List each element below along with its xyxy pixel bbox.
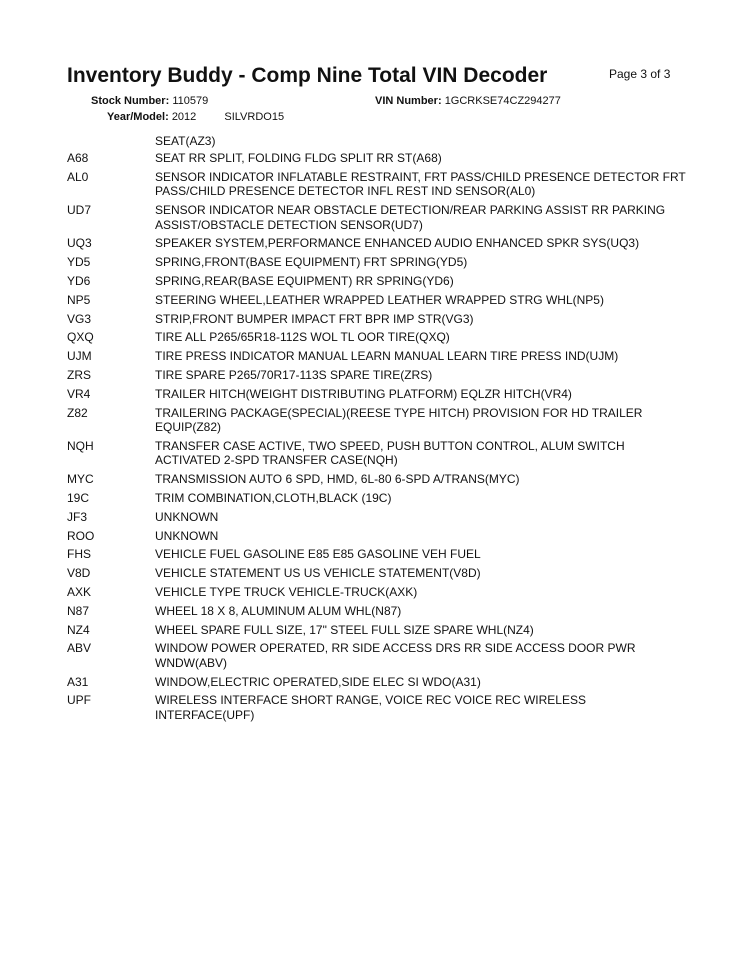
- option-row: [67, 675, 687, 690]
- option-row: [67, 693, 687, 722]
- option-row: [67, 255, 687, 270]
- option-code: Z82: [67, 405, 88, 420]
- option-description: TRAILER HITCH(WEIGHT DISTRIBUTING PLATFORM) EQLZR HITCH(VR4): [155, 386, 572, 401]
- year-model: [107, 111, 284, 123]
- continued-description: SEAT(AZ3): [155, 134, 216, 148]
- option-row: [67, 406, 687, 435]
- option-code: QXQ: [67, 330, 94, 345]
- option-code: NQH: [67, 438, 94, 453]
- option-code: ROO: [67, 528, 95, 543]
- option-row: [67, 529, 687, 544]
- option-description: VEHICLE TYPE TRUCK VEHICLE-TRUCK(AXK): [155, 584, 418, 599]
- stock-number-label: Stock Number:: [91, 95, 170, 107]
- option-description: WINDOW POWER OPERATED, RR SIDE ACCESS DRS RR SIDE ACCESS DOOR PWR WNDW(ABV): [155, 641, 636, 670]
- option-row: [67, 151, 687, 166]
- option-row: [67, 510, 687, 525]
- option-description: STRIP,FRONT BUMPER IMPACT FRT BPR IMP STR(VG3): [155, 311, 474, 326]
- option-description: TRAILERING PACKAGE(SPECIAL)(REESE TYPE HITCH) PROVISION FOR HD TRAILER EQUIP(Z82): [155, 405, 643, 435]
- option-row: [67, 236, 687, 251]
- option-code: A68: [67, 151, 89, 165]
- stock-number-value: 110579: [172, 95, 209, 107]
- option-description: UNKNOWN: [155, 528, 219, 543]
- option-code: V8D: [67, 566, 91, 581]
- option-description: STEERING WHEEL,LEATHER WRAPPED LEATHER WRAPPED STRG WHL(NP5): [155, 292, 604, 307]
- option-row: [67, 439, 687, 468]
- option-code: VR4: [67, 386, 91, 401]
- option-row: [67, 170, 687, 199]
- option-row: [67, 623, 687, 638]
- option-row: [67, 604, 687, 619]
- option-description: TRANSMISSION AUTO 6 SPD, HMD, 6L-80 6-SPD A/TRANS(MYC): [155, 472, 520, 487]
- option-row: [67, 293, 687, 308]
- option-code: ABV: [67, 641, 92, 656]
- option-code: ZRS: [67, 367, 91, 382]
- option-row: [67, 349, 687, 364]
- option-code: 19C: [67, 490, 90, 505]
- vin-number-value: 1GCRKSE74CZ294277: [444, 95, 561, 107]
- option-description: SENSOR INDICATOR INFLATABLE RESTRAINT, FRT PASS/CHILD PRESENCE DETECTOR FRT PASS/CHILD PRESENCE DETECTOR INFL REST IND SENSOR(AL0): [155, 169, 686, 199]
- option-code: NZ4: [67, 622, 90, 637]
- option-row: [67, 491, 687, 506]
- option-row: [67, 547, 687, 562]
- option-code: YD5: [67, 255, 91, 270]
- vin-number-label: VIN Number:: [375, 95, 442, 107]
- option-description: VEHICLE FUEL GASOLINE E85 E85 GASOLINE VEH FUEL: [155, 547, 481, 562]
- option-description: SPEAKER SYSTEM,PERFORMANCE ENHANCED AUDIO ENHANCED SPKR SYS(UQ3): [155, 236, 640, 251]
- option-description: SPRING,FRONT(BASE EQUIPMENT) FRT SPRING(YD5): [155, 255, 468, 270]
- option-description: TRANSFER CASE ACTIVE, TWO SPEED, PUSH BUTTON CONTROL, ALUM SWITCH ACTIVATED 2-SPD TRANSFER CASE(NQH): [155, 438, 625, 468]
- option-description: SENSOR INDICATOR NEAR OBSTACLE DETECTION/REAR PARKING ASSIST RR PARKING ASSIST/OBSTACLE DETECTION SENSOR(UD7): [155, 203, 666, 232]
- option-code: VG3: [67, 311, 92, 326]
- option-row: [67, 585, 687, 600]
- option-description: WHEEL 18 X 8, ALUMINUM ALUM WHL(N87): [155, 603, 402, 618]
- year-value: 2012: [171, 111, 197, 123]
- option-code: UD7: [67, 203, 92, 218]
- option-description: WIRELESS INTERFACE SHORT RANGE, VOICE REC VOICE REC WIRELESS INTERFACE(UPF): [155, 693, 586, 722]
- option-description: TIRE PRESS INDICATOR MANUAL LEARN MANUAL LEARN TIRE PRESS IND(UJM): [155, 349, 619, 364]
- option-code: UJM: [67, 349, 92, 364]
- option-description: SPRING,REAR(BASE EQUIPMENT) RR SPRING(YD6): [155, 273, 454, 288]
- option-description: WHEEL SPARE FULL SIZE, 17" STEEL FULL SIZE SPARE WHL(NZ4): [155, 622, 534, 637]
- option-row: [67, 472, 687, 487]
- option-description: WINDOW,ELECTRIC OPERATED,SIDE ELEC SI WDO(A31): [155, 674, 481, 689]
- option-code: YD6: [67, 273, 91, 288]
- option-code: AXK: [67, 584, 92, 599]
- option-row: [67, 566, 687, 581]
- option-code: JF3: [67, 509, 88, 524]
- vin-number: [375, 95, 561, 107]
- document-title: Inventory Buddy - Comp Nine Total VIN Decoder: [67, 64, 548, 87]
- option-code: AL0: [67, 169, 89, 184]
- page-number: Page 3 of 3: [609, 67, 671, 81]
- option-code-list: [67, 151, 687, 727]
- year-model-label: Year/Model:: [107, 111, 169, 123]
- option-row: [67, 274, 687, 289]
- option-row: [67, 387, 687, 402]
- option-row: [67, 203, 687, 232]
- option-row: [67, 330, 687, 345]
- stock-number: [91, 95, 208, 107]
- option-row: [67, 641, 687, 670]
- option-description: SEAT RR SPLIT, FOLDING FLDG SPLIT RR ST(A68): [155, 151, 442, 165]
- option-code: UQ3: [67, 236, 92, 251]
- option-code: FHS: [67, 547, 91, 562]
- option-code: MYC: [67, 472, 94, 487]
- option-row: [67, 368, 687, 383]
- option-description: TRIM COMBINATION,CLOTH,BLACK (19C): [155, 490, 392, 505]
- option-code: UPF: [67, 693, 91, 708]
- option-description: TIRE SPARE P265/70R17-113S SPARE TIRE(ZRS): [155, 367, 433, 382]
- option-row: [67, 312, 687, 327]
- model-value: SILVRDO15: [224, 111, 285, 123]
- option-description: TIRE ALL P265/65R18-112S WOL TL OOR TIRE(QXQ): [155, 330, 450, 345]
- option-code: N87: [67, 603, 90, 618]
- option-code: A31: [67, 674, 89, 689]
- option-code: NP5: [67, 292, 91, 307]
- option-description: UNKNOWN: [155, 509, 219, 524]
- option-description: VEHICLE STATEMENT US US VEHICLE STATEMENT(V8D): [155, 566, 481, 581]
